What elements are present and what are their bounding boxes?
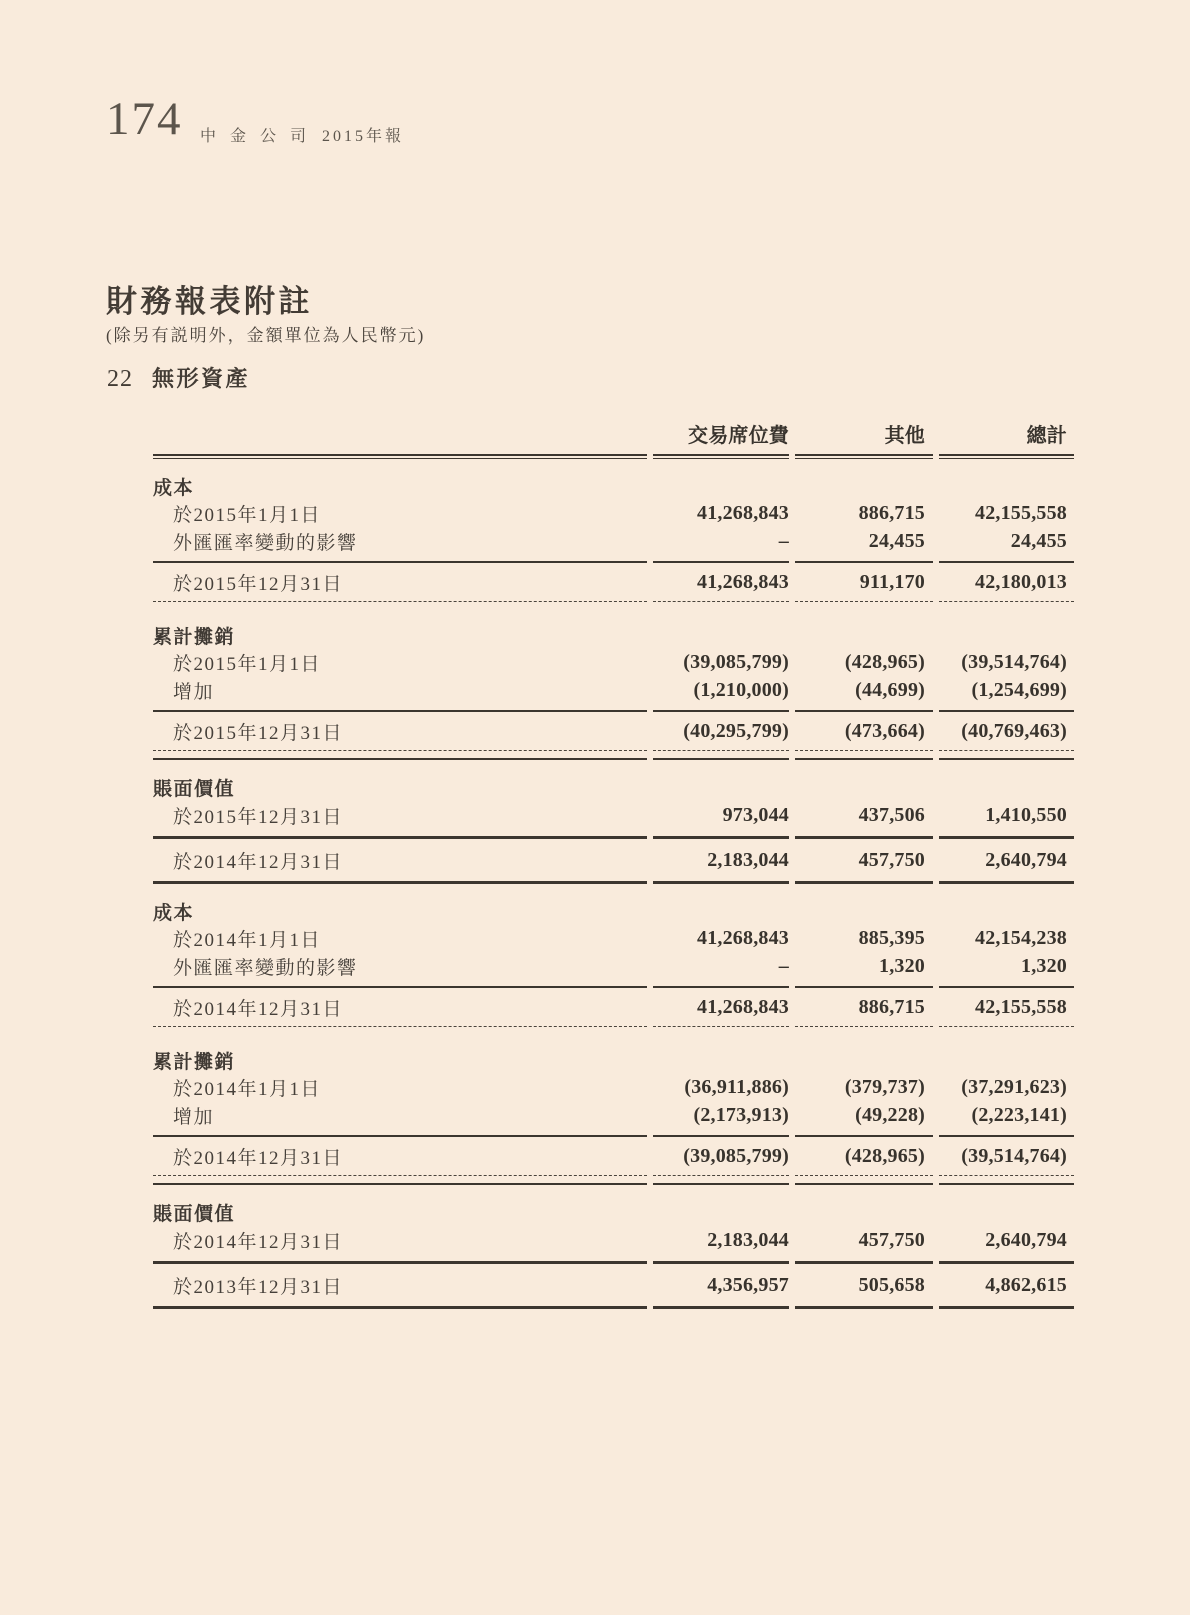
cell-value: (39,085,799)	[683, 1144, 789, 1167]
rule-segment	[653, 836, 789, 839]
cell-value: 911,170	[859, 570, 925, 593]
rule-segment	[795, 1261, 933, 1264]
rule-segment	[795, 881, 933, 884]
rule-divider	[153, 458, 1074, 459]
report-year: 2015年報	[322, 128, 405, 145]
table-row	[153, 800, 1074, 830]
rule-segment	[795, 1175, 933, 1176]
cell-value: (37,291,623)	[961, 1075, 1067, 1098]
table-row	[153, 1137, 1074, 1175]
cell-value: 41,268,843	[697, 501, 789, 524]
cell-value: (428,965)	[844, 650, 925, 673]
section-header: 累計攤銷	[153, 1051, 236, 1073]
section-header: 累計攤銷	[153, 626, 236, 648]
rule-segment	[939, 601, 1074, 602]
row-label: 於2014年1月1日	[173, 929, 322, 951]
table-row	[153, 712, 1074, 750]
rule-segment	[795, 836, 933, 839]
column-header: 交易席位費	[688, 425, 789, 447]
cell-value: 973,044	[722, 803, 789, 826]
page-subtitle: (除另有説明外，金額單位為人民幣元)	[106, 326, 426, 345]
cell-value: 457,750	[858, 1228, 925, 1251]
section-header: 賬面價值	[153, 778, 236, 800]
table-row	[153, 1270, 1074, 1300]
table-row	[153, 1101, 1074, 1129]
rule-segment	[153, 836, 647, 839]
cell-value: 2,183,044	[707, 848, 789, 871]
rule-segment	[795, 758, 933, 760]
rule-segment	[653, 1306, 789, 1309]
table-row	[153, 648, 1074, 676]
rule-segment	[939, 1261, 1074, 1264]
cell-value: 2,640,794	[985, 848, 1067, 871]
row-label: 於2014年1月1日	[173, 1078, 322, 1100]
rule-segment	[939, 1135, 1074, 1137]
cell-value: 2,183,044	[707, 1228, 789, 1251]
section-header: 成本	[153, 902, 195, 924]
section-heading	[107, 362, 250, 393]
rule-segment	[653, 758, 789, 760]
table-row	[153, 1073, 1074, 1101]
cell-value: 2,640,794	[985, 1228, 1067, 1251]
rule-segment	[153, 458, 647, 459]
rule-segment	[153, 1135, 647, 1137]
rule-divider	[153, 758, 1074, 760]
rule-segment	[795, 454, 933, 456]
cell-value: 1,320	[879, 954, 925, 977]
table-row	[153, 527, 1074, 555]
table-header-row	[153, 413, 1074, 454]
cell-value: (40,295,799)	[683, 719, 789, 742]
page-title: 財務報表附註	[106, 284, 313, 319]
rule-segment	[939, 1175, 1074, 1176]
cell-value: (44,699)	[855, 678, 925, 701]
cell-value: 457,750	[858, 848, 925, 871]
cell-value: 42,154,238	[975, 926, 1067, 949]
rule-divider	[153, 1175, 1074, 1176]
rule-segment	[939, 710, 1074, 712]
rule-segment	[795, 458, 933, 459]
section-header: 成本	[153, 477, 195, 499]
row-label: 於2015年1月1日	[173, 653, 322, 675]
table-row	[153, 1225, 1074, 1255]
row-label: 增加	[173, 681, 215, 703]
rule-segment	[939, 458, 1074, 459]
rule-segment	[653, 601, 789, 602]
rule-segment	[153, 454, 647, 456]
rule-segment	[153, 561, 647, 563]
row-label: 於2014年12月31日	[173, 1231, 344, 1253]
cell-value: 24,455	[1010, 529, 1067, 552]
rule-divider	[153, 1026, 1074, 1027]
cell-value: 505,658	[858, 1273, 925, 1296]
cell-value: 886,715	[858, 995, 925, 1018]
cell-value: 42,180,013	[975, 570, 1067, 593]
cell-value: 1,410,550	[985, 803, 1067, 826]
cell-value: (49,228)	[855, 1103, 925, 1126]
table-row	[153, 924, 1074, 952]
rule-segment	[939, 1306, 1074, 1309]
cell-value: (1,210,000)	[693, 678, 789, 701]
table-row	[153, 676, 1074, 704]
row-label: 於2015年12月31日	[173, 722, 344, 744]
rule-segment	[939, 758, 1074, 760]
rule-segment	[653, 1026, 789, 1027]
column-header: 其他	[884, 425, 925, 447]
rule-segment	[939, 750, 1074, 751]
cell-value: (428,965)	[844, 1144, 925, 1167]
rule-divider	[153, 881, 1074, 884]
intangible-assets-table	[153, 413, 1074, 1309]
row-label: 增加	[173, 1106, 215, 1128]
table-row	[153, 952, 1074, 980]
rule-segment	[795, 561, 933, 563]
cell-value: 437,506	[858, 803, 925, 826]
rule-segment	[795, 1306, 933, 1309]
rule-segment	[795, 986, 933, 988]
rule-divider	[153, 601, 1074, 602]
rule-segment	[153, 750, 647, 751]
cell-value: 41,268,843	[697, 570, 789, 593]
rule-segment	[653, 710, 789, 712]
cell-value: (39,085,799)	[683, 650, 789, 673]
cell-value: (39,514,764)	[961, 1144, 1067, 1167]
rule-segment	[153, 986, 647, 988]
company-name: 中金公司	[200, 128, 321, 145]
rule-segment	[153, 1026, 647, 1027]
row-label: 外匯匯率變動的影響	[173, 957, 358, 979]
cell-value: 41,268,843	[697, 926, 789, 949]
rule-divider	[153, 836, 1074, 839]
rule-segment	[795, 601, 933, 602]
rule-segment	[653, 458, 789, 459]
rule-segment	[653, 454, 789, 456]
cell-value: 42,155,558	[975, 995, 1067, 1018]
rule-segment	[653, 561, 789, 563]
row-label: 於2014年12月31日	[173, 998, 344, 1020]
rule-segment	[653, 1183, 789, 1185]
section-number: 22	[107, 366, 133, 392]
cell-value: 42,155,558	[975, 501, 1067, 524]
row-label: 於2014年12月31日	[173, 851, 344, 873]
rule-segment	[153, 1183, 647, 1185]
rule-segment	[153, 1261, 647, 1264]
page-number: 174	[106, 93, 183, 145]
row-label: 於2015年12月31日	[173, 573, 344, 595]
rule-segment	[939, 881, 1074, 884]
rule-segment	[153, 710, 647, 712]
cell-value: (1,254,699)	[971, 678, 1067, 701]
rule-segment	[153, 758, 647, 760]
row-label: 於2015年1月1日	[173, 504, 322, 526]
rule-segment	[939, 1026, 1074, 1027]
cell-value: (36,911,886)	[684, 1075, 789, 1098]
rule-segment	[795, 1135, 933, 1137]
cell-value: 1,320	[1021, 954, 1067, 977]
row-label: 於2014年12月31日	[173, 1147, 344, 1169]
rule-segment	[653, 1175, 789, 1176]
rule-segment	[939, 561, 1074, 563]
cell-value: (379,737)	[844, 1075, 925, 1098]
rule-divider	[153, 750, 1074, 751]
table-row	[153, 563, 1074, 601]
rule-segment	[153, 601, 647, 602]
section-header: 賬面價值	[153, 1203, 236, 1225]
cell-value: 886,715	[858, 501, 925, 524]
cell-value: 885,395	[858, 926, 925, 949]
rule-segment	[795, 1183, 933, 1185]
rule-segment	[653, 881, 789, 884]
cell-value: (40,769,463)	[961, 719, 1067, 742]
rule-divider	[153, 1261, 1074, 1264]
cell-value: 24,455	[868, 529, 925, 552]
rule-segment	[653, 986, 789, 988]
rule-segment	[939, 836, 1074, 839]
rule-segment	[653, 1135, 789, 1137]
cell-value: (2,223,141)	[971, 1103, 1067, 1126]
column-header: 總計	[1026, 425, 1067, 447]
rule-segment	[653, 750, 789, 751]
section-title: 無形資產	[152, 366, 251, 391]
rule-segment	[939, 454, 1074, 456]
table-row	[153, 499, 1074, 527]
table-row	[153, 988, 1074, 1026]
rule-segment	[795, 1026, 933, 1027]
row-label: 於2015年12月31日	[173, 806, 344, 828]
rule-divider	[153, 1306, 1074, 1309]
rule-divider	[153, 454, 1074, 456]
rule-segment	[653, 1261, 789, 1264]
cell-value: (2,173,913)	[693, 1103, 789, 1126]
cell-value: 4,862,615	[985, 1273, 1067, 1296]
rule-segment	[153, 1175, 647, 1176]
row-label: 於2013年12月31日	[173, 1276, 344, 1298]
cell-value: –	[778, 529, 789, 552]
rule-segment	[153, 1306, 647, 1309]
rule-segment	[795, 750, 933, 751]
rule-segment	[939, 986, 1074, 988]
rule-divider	[153, 1183, 1074, 1185]
cell-value: (473,664)	[844, 719, 925, 742]
cell-value: (39,514,764)	[961, 650, 1067, 673]
rule-segment	[939, 1183, 1074, 1185]
cell-value: 4,356,957	[707, 1273, 789, 1296]
cell-value: 41,268,843	[697, 995, 789, 1018]
rule-segment	[153, 881, 647, 884]
table-row	[153, 845, 1074, 875]
row-label: 外匯匯率變動的影響	[173, 532, 358, 554]
rule-segment	[795, 710, 933, 712]
cell-value: –	[778, 954, 789, 977]
